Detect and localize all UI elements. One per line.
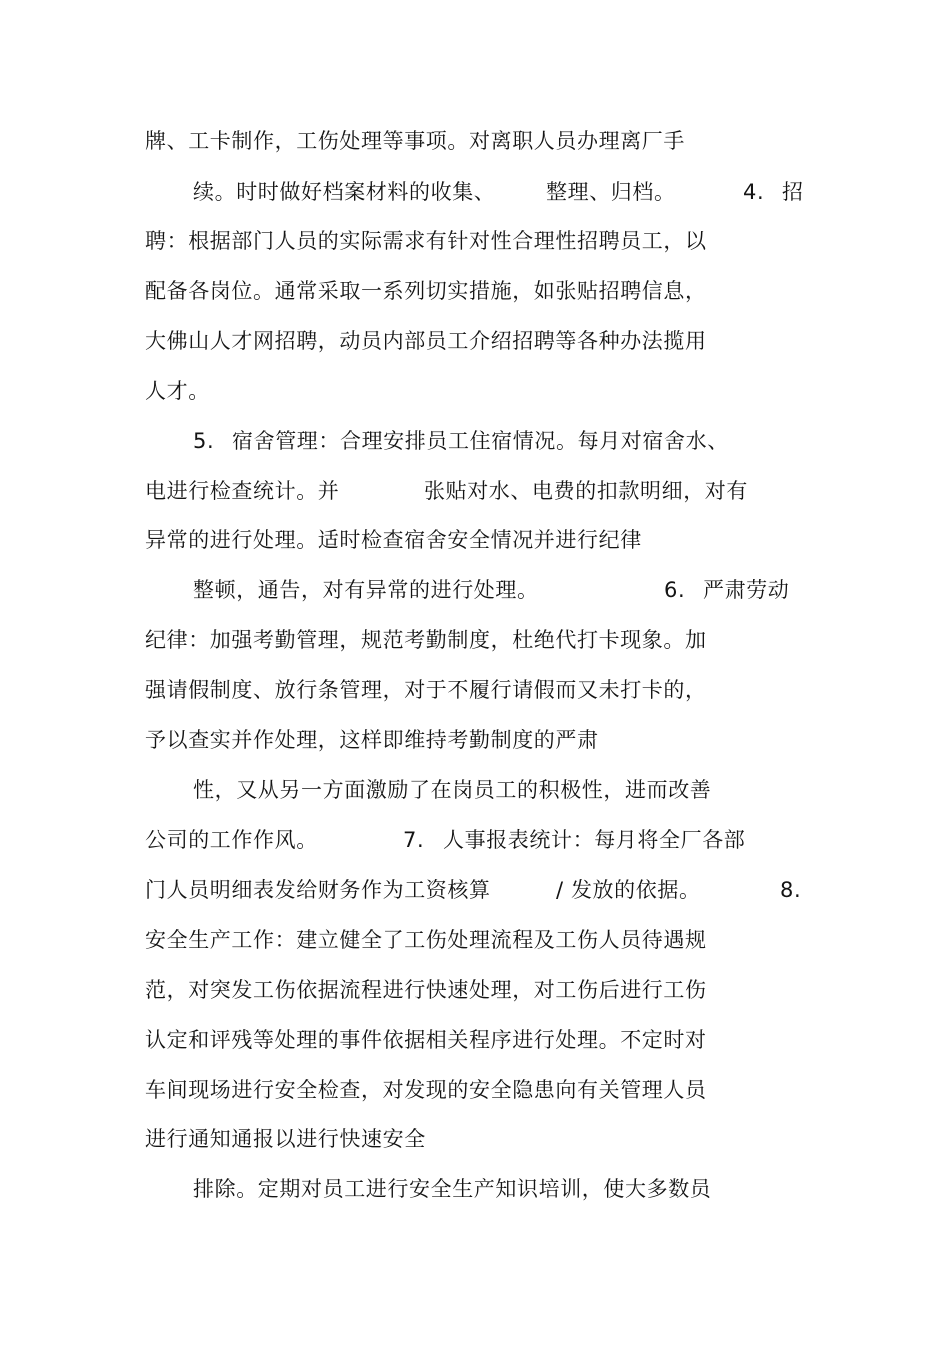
- text-segment: 严肃劳动: [703, 578, 790, 602]
- text-line-11: [0, 623, 707, 657]
- text-line-21: [0, 1122, 426, 1156]
- text-segment: 强请假制度、放行条管理，对于不履行请假而又未打卡的，: [145, 678, 707, 702]
- list-number: 4.: [743, 180, 765, 204]
- text-segment: 配备各岗位。通常采取一系列切实措施，如张贴招聘信息，: [145, 279, 707, 303]
- text-segment: 异常的进行处理。适时检查宿舍安全情况并进行纪律: [145, 528, 642, 552]
- text-segment: 认定和评残等处理的事件依据相关程序进行处理。不定时对: [145, 1028, 707, 1052]
- text-segment: 招: [782, 180, 804, 204]
- text-segment: 续。时时做好档案材料的收集、: [193, 180, 496, 204]
- text-line-13: [0, 723, 599, 757]
- list-number: 8.: [780, 878, 802, 902]
- text-line-15: [0, 823, 746, 857]
- text-segment: 张贴对水、电费的扣款明细，对有: [424, 479, 748, 503]
- text-segment: 进行通知通报以进行快速安全: [145, 1127, 426, 1151]
- text-segment: / 发放的依据。: [556, 878, 701, 902]
- text-segment: 人事报表统计：每月将全厂各部: [443, 828, 746, 852]
- text-line-20: [0, 1073, 707, 1107]
- text-segment: 人才。: [145, 379, 210, 403]
- text-line-8: [0, 474, 748, 508]
- text-line-4: [0, 274, 707, 308]
- text-line-7: [0, 424, 729, 458]
- text-segment: 大佛山人才网招聘，动员内部员工介绍招聘等各种办法揽用: [145, 329, 707, 353]
- text-line-2: [0, 175, 804, 209]
- text-segment: 整理、归档。: [546, 180, 676, 204]
- text-segment: 排除。定期对员工进行安全生产知识培训，使大多数员: [193, 1177, 712, 1201]
- text-line-18: [0, 973, 707, 1007]
- text-segment: 予以查实并作处理，这样即维持考勤制度的严肃: [145, 728, 599, 752]
- text-line-12: [0, 673, 707, 707]
- text-line-10: [0, 573, 790, 607]
- text-segment: 性，又从另一方面激励了在岗员工的积极性，进而改善: [193, 778, 712, 802]
- text-segment: 安全生产工作：建立健全了工伤处理流程及工伤人员待遇规: [145, 928, 707, 952]
- text-line-17: [0, 923, 707, 957]
- list-number: 6.: [664, 578, 686, 602]
- list-number: 5.: [193, 429, 215, 453]
- text-line-5: [0, 324, 707, 358]
- text-line-9: [0, 523, 642, 557]
- text-line-1: [0, 124, 685, 158]
- text-line-6: [0, 374, 210, 408]
- text-line-22: [0, 1172, 712, 1206]
- text-segment: 宿舍管理：合理安排员工住宿情况。每月对宿舍水、: [232, 429, 729, 453]
- list-number: 7.: [403, 828, 425, 852]
- text-segment: 聘：根据部门人员的实际需求有针对性合理性招聘员工，以: [145, 229, 707, 253]
- text-segment: 电进行检查统计。并: [145, 479, 340, 503]
- text-segment: 范，对突发工伤依据流程进行快速处理，对工伤后进行工伤: [145, 978, 707, 1002]
- text-line-19: [0, 1023, 707, 1057]
- text-segment: 公司的工作作风。: [145, 828, 318, 852]
- text-segment: 牌、工卡制作，工伤处理等事项。对离职人员办理离厂手: [145, 129, 685, 153]
- text-segment: 纪律：加强考勤管理，规范考勤制度，杜绝代打卡现象。加: [145, 628, 707, 652]
- text-line-14: [0, 773, 712, 807]
- text-segment: 门人员明细表发给财务作为工资核算: [145, 878, 491, 902]
- text-line-3: [0, 224, 707, 258]
- text-segment: 车间现场进行安全检查，对发现的安全隐患向有关管理人员: [145, 1078, 707, 1102]
- text-line-16: [0, 873, 802, 907]
- text-segment: 整顿，通告，对有异常的进行处理。: [193, 578, 539, 602]
